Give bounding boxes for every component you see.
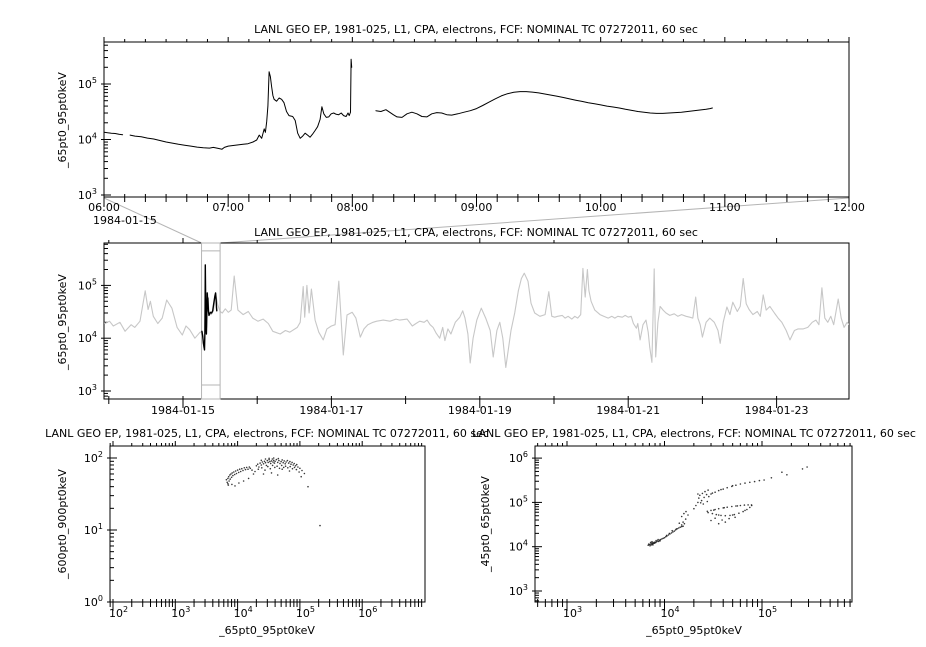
scatter-dot (230, 473, 232, 475)
panel1-x-tick-label: 09:00 (460, 201, 493, 214)
scatter-dot (285, 465, 287, 467)
scatter-dot (253, 473, 255, 475)
scatter-dot (296, 469, 298, 471)
panel2-x-tick-label: 1984-01-15 (151, 404, 215, 417)
panel1-title: LANL GEO EP, 1981-025, L1, CPA, electrons, FCF: NOMINAL TC 07272011, 60 sec (254, 23, 698, 36)
scatter-dot (294, 467, 296, 469)
scatter-dot (679, 526, 681, 528)
scatter-dot (274, 462, 276, 464)
scatter-dot (290, 463, 292, 465)
panel2-title: LANL GEO EP, 1981-025, L1, CPA, electrons, FCF: NOMINAL TC 07272011, 60 sec (254, 226, 698, 239)
scatter-dot (786, 474, 788, 476)
panel2-x-tick-label: 1984-01-23 (744, 404, 809, 417)
scatter-dot (744, 510, 746, 512)
panel3-x-axis-label: _65pt0_95pt0keV (219, 624, 315, 637)
scatter-dot (698, 497, 700, 499)
scatter-dot (754, 481, 756, 483)
y-tick-label: $10^4$ (77, 131, 97, 147)
scatter-dot (300, 476, 302, 478)
scatter-dot (749, 482, 751, 484)
scatter-dot (682, 521, 684, 523)
scatter-dot (781, 471, 783, 473)
scatter-dot (261, 467, 263, 469)
scatter-dot (726, 487, 728, 489)
scatter-dot (238, 472, 240, 474)
panel1-x-tick-label: 07:00 (212, 201, 245, 214)
scatter-dot (747, 504, 749, 506)
scatter-dot (722, 488, 724, 490)
y-tick-label: $10^3$ (77, 383, 97, 398)
context-flux-gray (100, 265, 849, 368)
x-tick-label: $10^4$ (233, 605, 253, 620)
panel1-plot-area[interactable] (104, 42, 849, 197)
scatter-dot (740, 505, 742, 507)
panel2-x-tick-label: 1984-01-17 (299, 404, 364, 417)
panel3-y-axis-label: _600pt0_900pt0keV (56, 469, 69, 579)
scatter-dot (319, 525, 321, 527)
scatter-dot (700, 502, 702, 504)
scatter-dot (261, 460, 263, 462)
y-tick-label: $10^3$ (77, 187, 97, 202)
scatter-dot (256, 465, 258, 467)
scatter-dot (281, 468, 283, 470)
scatter-dot (296, 464, 298, 466)
scatter-dot (714, 517, 716, 519)
panel3-title: LANL GEO EP, 1981-025, L1, CPA, electrons, FCF: NOMINAL TC 07272011, 60 sec (45, 427, 489, 440)
scatter-dot (738, 512, 740, 514)
scatter-dot (650, 542, 652, 544)
scatter-dot (277, 462, 279, 464)
scatter-dot (287, 467, 289, 469)
scatter-dot (669, 533, 671, 535)
scatter-dot (228, 476, 230, 478)
scatter-dot (697, 493, 699, 495)
scatter-dot (712, 513, 714, 515)
scatter-dot (291, 462, 293, 464)
y-tick-label: $10^5$ (77, 76, 97, 91)
scatter-dot (676, 528, 678, 530)
scatter-dot (281, 465, 283, 467)
scatter-dot (250, 468, 252, 470)
scatter-dot (254, 471, 256, 473)
scatter-dot (763, 479, 765, 481)
scatter-dot (687, 514, 689, 516)
scatter-dot (248, 478, 250, 480)
y-tick-label: $10^2$ (83, 450, 103, 465)
scatter-dot (277, 474, 279, 476)
scatter-dot (723, 507, 725, 509)
scatter-dot (279, 468, 281, 470)
scatter-dot (234, 474, 236, 476)
scatter-dot (292, 468, 294, 470)
scatter-dot (232, 475, 234, 477)
x-tick-label: $10^5$ (758, 605, 778, 620)
y-tick-label: $10^3$ (508, 583, 528, 598)
scatter-dot (720, 515, 722, 517)
y-tick-label: $10^5$ (508, 494, 528, 510)
scatter-dot (241, 468, 243, 470)
scatter-dot (234, 485, 236, 487)
scatter-dot (257, 463, 259, 465)
scatter-dot (274, 461, 276, 463)
scatter-dot (264, 469, 266, 471)
scatter-dot (272, 461, 274, 463)
scatter-dot (292, 464, 294, 466)
scatter-dot (678, 527, 680, 529)
scatter-dot (725, 515, 727, 517)
scatter-dot (298, 471, 300, 473)
scatter-dot (276, 465, 278, 467)
scatter-dot (712, 492, 714, 494)
scatter-dot (693, 508, 695, 510)
scatter-dot (710, 493, 712, 495)
scatter-dot (267, 462, 269, 464)
scatter-dot (289, 461, 291, 463)
electron-flux-pre-gap-a (104, 132, 123, 134)
scatter-dot (713, 509, 715, 511)
scatter-dot (264, 461, 266, 463)
scatter-dot (258, 466, 260, 468)
scatter-dot (227, 478, 229, 480)
y-tick-label: $10^6$ (508, 450, 528, 466)
scatter-dot (274, 467, 276, 469)
scatter-dot (729, 515, 731, 517)
scatter-dot (265, 458, 267, 460)
panel3-plot-area[interactable] (110, 446, 425, 602)
scatter-dot (681, 524, 683, 526)
scatter-dot (266, 465, 268, 467)
scatter-dot (249, 466, 251, 468)
scatter-dot (737, 505, 739, 507)
scatter-dot (278, 458, 280, 460)
scatter-dot (229, 478, 231, 480)
panel1-date-label: 1984-01-15 (93, 214, 157, 227)
scatter-dot (703, 497, 705, 499)
scatter-dot (681, 516, 683, 518)
scatter-dot (284, 463, 286, 465)
scatter-dot (280, 461, 282, 463)
scatter-dot (295, 465, 297, 467)
scatter-dot (749, 507, 751, 509)
scatter-dot (265, 462, 267, 464)
scatter-dot (281, 459, 283, 461)
scatter-dot (666, 535, 668, 537)
scatter-dot (235, 470, 237, 472)
scatter-dot (238, 482, 240, 484)
scatter-dot (271, 460, 273, 462)
electron-flux-post-gap (376, 92, 713, 118)
scatter-dot (718, 490, 720, 492)
scatter-dot (742, 511, 744, 513)
panel4-scatter-points (647, 466, 807, 546)
scatter-dot (247, 468, 249, 470)
scatter-dot (245, 469, 247, 471)
scatter-dot (716, 514, 718, 516)
scatter-dot (721, 519, 723, 521)
scatter-dot (740, 483, 742, 485)
scatter-dot (226, 479, 228, 481)
panel1-x-tick-label: 10:00 (584, 201, 617, 214)
scatter-dot (657, 539, 659, 541)
scatter-dot (759, 480, 761, 482)
panel1-x-tick-label: 08:00 (336, 201, 369, 214)
scatter-dot (251, 469, 253, 471)
scatter-dot (683, 513, 685, 515)
scatter-dot (246, 467, 248, 469)
scatter-dot (231, 484, 233, 486)
panel4-y-axis-label: _45pt0_65pt0keV (479, 476, 492, 572)
scatter-dot (289, 470, 291, 472)
scatter-dot (273, 457, 275, 459)
scatter-dot (242, 470, 244, 472)
scatter-dot (262, 461, 264, 463)
scatter-dot (263, 463, 265, 465)
scatter-dot (244, 467, 246, 469)
scatter-dot (269, 461, 271, 463)
y-tick-label: $10^1$ (83, 522, 103, 537)
scatter-dot (267, 466, 269, 468)
scatter-dot (679, 522, 681, 524)
scatter-dot (231, 472, 233, 474)
scatter-dot (734, 514, 736, 516)
scatter-dot (706, 494, 708, 496)
scatter-dot (648, 543, 650, 545)
scatter-dot (671, 530, 673, 532)
scatter-dot (707, 489, 709, 491)
y-tick-label: $10^0$ (83, 594, 103, 609)
panel2-y-axis-label: _65pt0_95pt0keV (56, 274, 69, 370)
scatter-dot (270, 463, 272, 465)
scatter-dot (276, 459, 278, 461)
scatter-dot (802, 468, 804, 470)
scatter-dot (283, 460, 285, 462)
highlighted-interval-black (202, 265, 217, 350)
y-tick-label: $10^4$ (77, 330, 97, 346)
x-tick-label: $10^5$ (295, 605, 315, 620)
scatter-dot (283, 467, 285, 469)
scatter-dot (718, 508, 720, 510)
panel2-x-tick-label: 1984-01-19 (447, 404, 512, 417)
scatter-dot (718, 514, 720, 516)
scatter-dot (707, 501, 709, 503)
scatter-dot (744, 482, 746, 484)
scatter-dot (228, 484, 230, 486)
x-tick-label: $10^3$ (171, 605, 191, 620)
x-tick-label: $10^3$ (563, 605, 583, 620)
scatter-dot (731, 506, 733, 508)
scatter-dot (304, 473, 306, 475)
scatter-dot (703, 503, 705, 505)
x-tick-label: $10^4$ (660, 605, 680, 620)
scatter-dot (652, 544, 654, 546)
scatter-dot (272, 458, 274, 460)
y-tick-label: $10^4$ (508, 538, 528, 554)
scatter-dot (735, 484, 737, 486)
scatter-dot (297, 466, 299, 468)
panel1-y-axis-label: _65pt0_95pt0keV (56, 72, 69, 168)
scatter-dot (714, 491, 716, 493)
scatter-dot (228, 480, 230, 482)
scatter-dot (233, 471, 235, 473)
scatter-dot (726, 506, 728, 508)
panel2-x-tick-label: 1984-01-21 (596, 404, 661, 417)
scatter-dot (734, 517, 736, 519)
scatter-dot (287, 460, 289, 462)
panel4-x-axis-label: _65pt0_95pt0keV (646, 624, 742, 637)
scatter-dot (301, 470, 303, 472)
scatter-dot (732, 514, 734, 516)
scatter-dot (746, 509, 748, 511)
panel4-title: LANL GEO EP, 1981-025, L1, CPA, electrons, FCF: NOMINAL TC 07272011, 60 sec (472, 427, 916, 440)
scatter-dot (710, 510, 712, 512)
scatter-dot (684, 523, 686, 525)
scatter-dot (240, 471, 242, 473)
scatter-dot (243, 480, 245, 482)
scatter-dot (720, 489, 722, 491)
scatter-dot (282, 462, 284, 464)
scatter-dot (685, 511, 687, 513)
scatter-dot (261, 464, 263, 466)
scatter-dot (697, 502, 699, 504)
scatter-dot (655, 540, 657, 542)
x-tick-label: $10^2$ (109, 605, 129, 620)
scatter-dot (289, 466, 291, 468)
scatter-dot (659, 540, 661, 542)
scatter-dot (664, 537, 666, 539)
scatter-dot (288, 462, 290, 464)
scatter-dot (681, 526, 683, 528)
scatter-dot (239, 468, 241, 470)
panel4-plot-area[interactable] (535, 446, 852, 602)
scatter-dot (682, 525, 684, 527)
panel1-x-tick-label: 06:00 (88, 201, 120, 214)
scatter-dot (259, 462, 261, 464)
scatter-dot (710, 520, 712, 522)
scatter-dot (751, 505, 753, 507)
electron-flux-pre-gap-b (130, 59, 352, 149)
scatter-dot (708, 496, 710, 498)
scatter-dot (271, 472, 273, 474)
y-tick-label: $10^5$ (77, 277, 97, 293)
scatter-dot (701, 500, 703, 502)
scatter-dot (293, 463, 295, 465)
scatter-dot (236, 473, 238, 475)
scatter-dot (237, 469, 239, 471)
scatter-dot (728, 518, 730, 520)
scatter-dot (268, 458, 270, 460)
scatter-dot (226, 482, 228, 484)
scatter-dot (674, 530, 676, 532)
scatter-dot (258, 468, 260, 470)
scatter-dot (671, 532, 673, 534)
scatter-dot (744, 504, 746, 506)
scatter-dot (279, 463, 281, 465)
scatter-dot (272, 465, 274, 467)
scatter-dot (718, 523, 720, 525)
scatter-dot (735, 505, 737, 507)
scatter-dot (299, 468, 301, 470)
scatter-dot (270, 468, 272, 470)
scatter-dot (668, 534, 670, 536)
scatter-dot (651, 541, 653, 543)
scatter-dot (307, 486, 309, 488)
scatter-dot (227, 483, 229, 485)
scatter-dot (278, 460, 280, 462)
panel1-x-tick-label: 12:00 (833, 201, 865, 214)
scatter-dot (285, 461, 287, 463)
scatter-dot (263, 473, 265, 475)
scatter-dot (806, 466, 808, 468)
scatter-dot (699, 495, 701, 497)
scatter-dot (771, 477, 773, 479)
x-tick-label: $10^6$ (358, 605, 378, 620)
scatter-dot (273, 460, 275, 462)
scatter-dot (685, 518, 687, 520)
scatter-dot (707, 512, 709, 514)
panel1-x-tick-label: 11:00 (708, 201, 741, 214)
scatter-dot (702, 493, 704, 495)
scatter-dot (732, 485, 734, 487)
scatter-dot (695, 505, 697, 507)
scatter-dot (231, 477, 233, 479)
panel3-scatter-points (226, 457, 321, 526)
scatter-dot (704, 491, 706, 493)
scatter-dot (267, 460, 269, 462)
scatter-dot (725, 521, 727, 523)
